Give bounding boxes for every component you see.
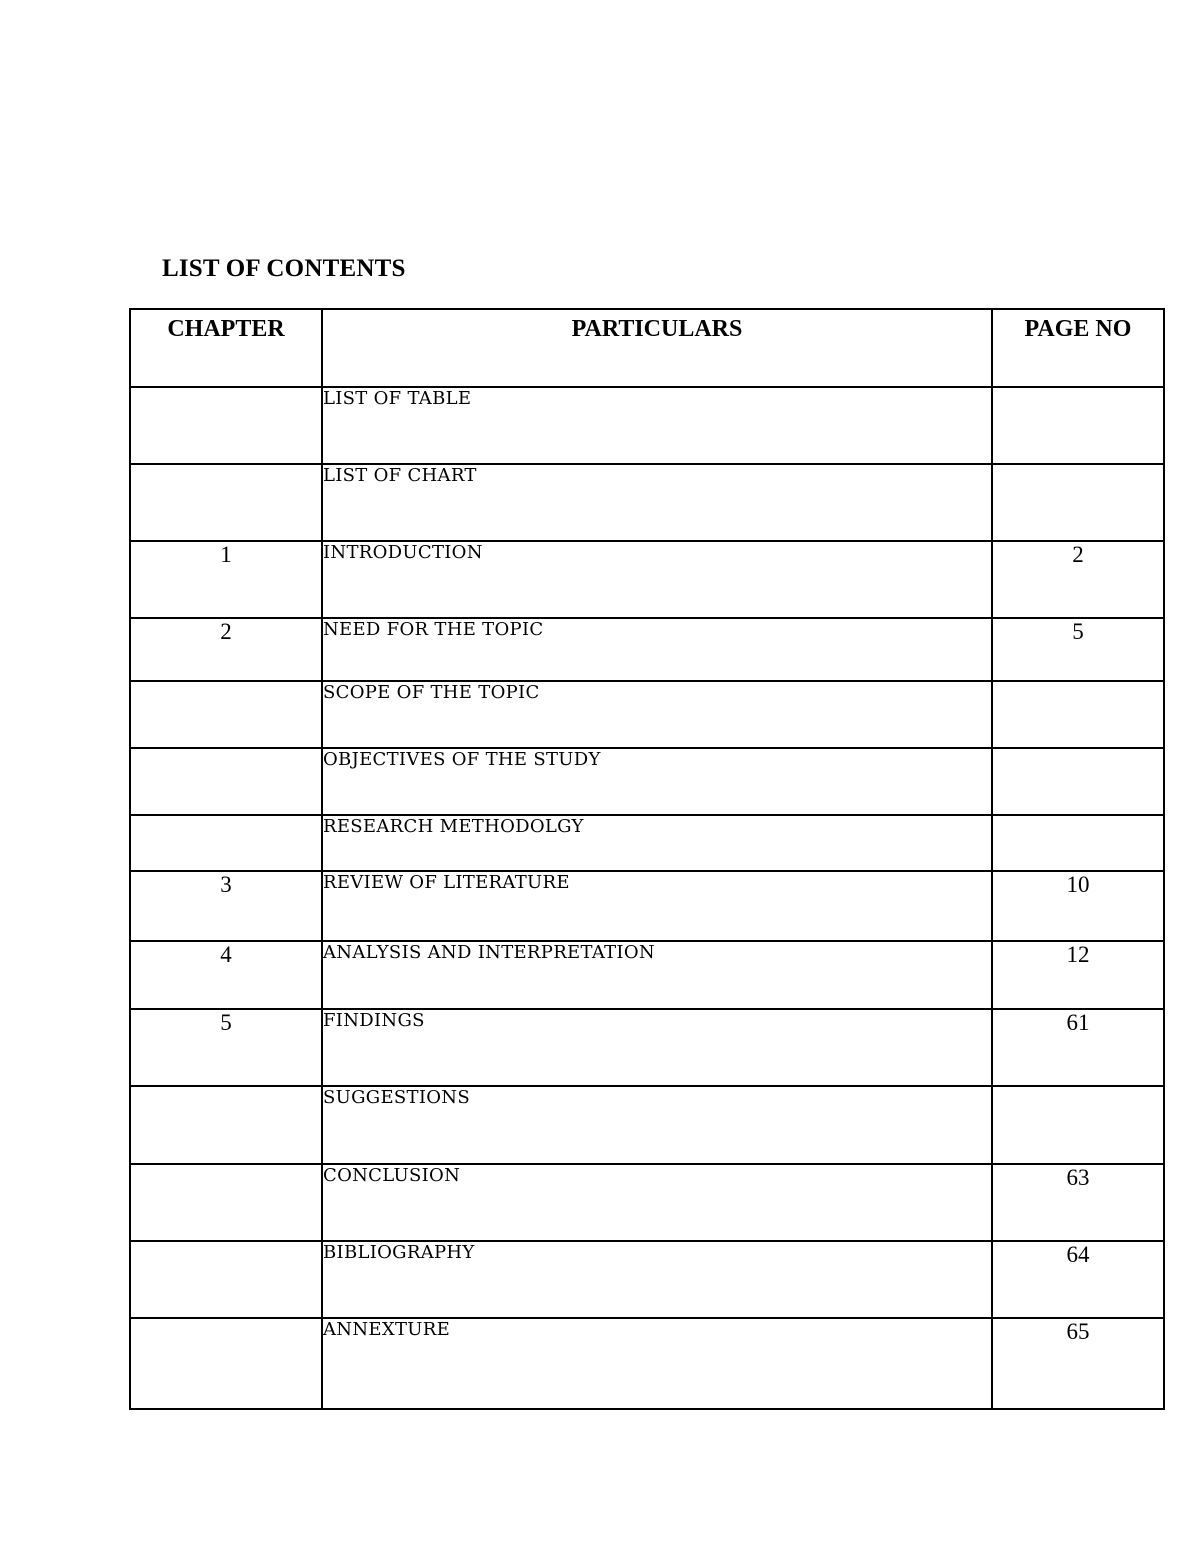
table-row: [130, 815, 1164, 871]
table-row: [130, 1009, 1164, 1086]
header-page-no: PAGE NO: [992, 309, 1164, 387]
page-cell: 61: [992, 1009, 1164, 1086]
page-title: LIST OF CONTENTS: [162, 255, 406, 282]
chapter-cell: 2: [130, 618, 322, 681]
page-cell: 10: [992, 871, 1164, 941]
particular-cell: SUGGESTIONS: [322, 1086, 992, 1164]
page-cell: 65: [992, 1318, 1164, 1409]
particular-cell: LIST OF CHART: [322, 464, 992, 541]
table-row: [130, 1086, 1164, 1164]
chapter-cell: [130, 815, 322, 871]
particular-cell: OBJECTIVES OF THE STUDY: [322, 748, 992, 815]
particular-cell: ANALYSIS AND INTERPRETATION: [322, 941, 992, 1009]
page-cell: [992, 681, 1164, 748]
chapter-cell: 5: [130, 1009, 322, 1086]
particular-cell: NEED FOR THE TOPIC: [322, 618, 992, 681]
page-cell: 2: [992, 541, 1164, 618]
header-row: [130, 309, 1164, 387]
chapter-cell: [130, 1164, 322, 1241]
header-particulars: PARTICULARS: [322, 309, 992, 387]
header-chapter: CHAPTER: [130, 309, 322, 387]
chapter-cell: 3: [130, 871, 322, 941]
particular-cell: RESEARCH METHODOLGY: [322, 815, 992, 871]
particular-cell: LIST OF TABLE: [322, 387, 992, 464]
page-cell: 64: [992, 1241, 1164, 1318]
particular-cell: FINDINGS: [322, 1009, 992, 1086]
chapter-cell: 4: [130, 941, 322, 1009]
page-cell: [992, 464, 1164, 541]
particular-cell: REVIEW OF LITERATURE: [322, 871, 992, 941]
particular-cell: CONCLUSION: [322, 1164, 992, 1241]
chapter-cell: [130, 1086, 322, 1164]
chapter-cell: 1: [130, 541, 322, 618]
page-cell: 5: [992, 618, 1164, 681]
table-row: [130, 681, 1164, 748]
chapter-cell: [130, 464, 322, 541]
chapter-cell: [130, 1318, 322, 1409]
chapter-cell: [130, 681, 322, 748]
particular-cell: ANNEXTURE: [322, 1318, 992, 1409]
table-row: [130, 464, 1164, 541]
table-row: [130, 1241, 1164, 1318]
table-row: [130, 941, 1164, 1009]
table-row: [130, 541, 1164, 618]
page-cell: [992, 815, 1164, 871]
table-row: [130, 387, 1164, 464]
table-row: [130, 1318, 1164, 1409]
page-cell: 63: [992, 1164, 1164, 1241]
table-row: [130, 1164, 1164, 1241]
table-row: [130, 748, 1164, 815]
chapter-cell: [130, 387, 322, 464]
page-cell: [992, 1086, 1164, 1164]
particular-cell: SCOPE OF THE TOPIC: [322, 681, 992, 748]
table-row: [130, 871, 1164, 941]
table-row: [130, 618, 1164, 681]
page-cell: 12: [992, 941, 1164, 1009]
particular-cell: INTRODUCTION: [322, 541, 992, 618]
page-cell: [992, 387, 1164, 464]
particular-cell: BIBLIOGRAPHY: [322, 1241, 992, 1318]
page-cell: [992, 748, 1164, 815]
chapter-cell: [130, 1241, 322, 1318]
chapter-cell: [130, 748, 322, 815]
contents-table: [129, 308, 1165, 1410]
